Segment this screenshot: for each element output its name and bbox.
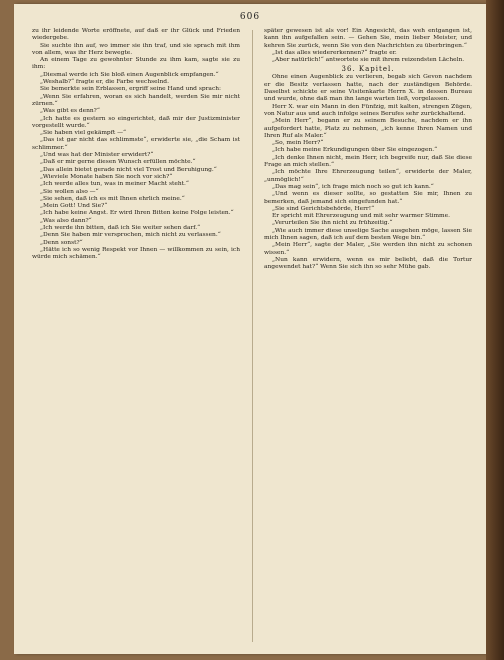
paragraph: „Hätte ich so wenig Respekt vor Ihnen — willkommen zu sein, ich würde mich schämen.“ bbox=[32, 246, 240, 261]
paragraph: Ohne einen Augenblick zu verlieren, begab sich Gevon nachdem er die Besitz verlassen hatte, nach der zuständigen Behörde. Daselbst schickte er seine Visitenkarte Herrn X. in dessen Bureau und wurde, ohne daß man ihn lange warten ließ, vorgelassen. bbox=[264, 74, 472, 103]
paragraph: „Sie wollen also —“ bbox=[40, 188, 99, 195]
book-binding-edge bbox=[486, 0, 504, 660]
column-divider bbox=[252, 30, 253, 642]
paragraph: „Mein Gott! Und Sie?“ bbox=[40, 203, 108, 210]
paragraph: „Was gibt es denn?“ bbox=[40, 108, 100, 115]
paragraph: „Aber natürlich!“ antwortete sie mit ihrem reizendsten Lächeln. bbox=[272, 57, 465, 64]
paragraph: „Mein Herr“, begann er zu seinem Besuche, nachdem er ihn aufgefordert hatte, Platz zu nehmen, „ich kenne Ihren Namen und Ihren Ruf als Maler.“ bbox=[264, 118, 472, 139]
paragraph: Herr X. war ein Mann in den Fünfzig, mit kalten, strengen Zügen, von Natur aus und auch infolge seines Berufes sehr zurückhaltend. bbox=[264, 103, 472, 117]
paragraph: „Verurteilen Sie ihn nicht zu frühzeitig.“ bbox=[272, 220, 393, 227]
paragraph: „Und wenn es dieser sollte, so gestatten Sie mir, Ihnen zu bemerken, daß jemand sich eingefunden hat.“ bbox=[264, 191, 472, 205]
paragraph: „Denn Sie haben mir versprochen, mich nicht zu verlassen.“ bbox=[40, 232, 221, 239]
paragraph: „Was also dann?“ bbox=[40, 217, 92, 224]
page-number: 606 bbox=[239, 12, 261, 22]
paragraph: „Daß er mir gerne diesen Wunsch erfüllen möchte.“ bbox=[40, 159, 196, 166]
paragraph: „Sie sind Gerichtsbehörde, Herr!“ bbox=[272, 205, 375, 212]
paragraph: „Das mag sein“, ich frage mich noch so gut ich kann.“ bbox=[272, 183, 434, 190]
paragraph: Er spricht mit Ehrerzeugung und mit sehr warmer Stimme. bbox=[272, 213, 450, 220]
paragraph: „Wie auch immer diese unselige Sache ausgehen möge, lassen Sie mich Ihnen sagen, daß ich auf dem besten Wege bin.“ bbox=[264, 227, 472, 242]
paragraph: später gewesen ist als vor! Ein Angesicht, das weh entgangen ist, kann ihn aufgefallen sein. — Gehen Sie, mein lieber Meister, und kehren Sie zurück, wenn Sie von den Nachrichten zu überbringen.“ bbox=[264, 28, 472, 49]
paragraph: „Ist das alles wiedererkennen?“ fragte er. bbox=[272, 49, 397, 56]
paragraph: „Mein Herr“, sagte der Maler, „Sie werden ihn nicht zu schonen wissen.“ bbox=[264, 242, 472, 256]
paragraph: „So, mein Herr?“ bbox=[272, 140, 324, 147]
paragraph: „Ich habe keine Angst. Er wird Ihren Bitten keine Folge leisten.“ bbox=[40, 210, 234, 217]
paragraph: „Ich denke Ihnen nicht, mein Herr, ich begreife nur, daß Sie diese Frage an mich stellen.“ bbox=[264, 154, 472, 169]
paragraph: „Ich werde alles tun, was in meiner Macht steht.“ bbox=[40, 181, 189, 188]
paragraph: An einem Tage zu gewohnter Stunde zu ihm kam, sagte sie zu ihm: bbox=[32, 57, 240, 71]
paragraph: Sie bemerkte sein Erblassen, ergriff seine Hand und sprach: bbox=[40, 86, 222, 93]
paragraph: „Und was hat der Minister erwidert?“ bbox=[40, 152, 154, 159]
paragraph: „Weshalb?“ fragte er, die Farbe wechselnd. bbox=[40, 79, 169, 86]
book-page bbox=[14, 4, 486, 654]
paragraph: „Ich habe meine Erkundigungen über Sie eingezogen.“ bbox=[272, 147, 438, 154]
paragraph: „Sie haben viel gekämpft —“ bbox=[40, 130, 127, 137]
paragraph: „Ich werde ihn bitten, daß ich Sie weiter sehen darf.“ bbox=[40, 225, 201, 232]
paragraph: „Nun kann erwidern, wenn es mir beliebt, daß die Tortur angewendet hat?“ Wenn Sie sich ihn so sehr Mühe gab. bbox=[264, 256, 472, 271]
paragraph: „Wenn Sie erfahren, woran es sich handelt, werden Sie mir nicht zürnen.“ bbox=[32, 93, 240, 107]
paragraph: „Das ist gar nicht das schlimmste“, erwiderte sie, „die Scham ist schlimmer.“ bbox=[32, 137, 240, 151]
paragraph: zu ihr leidende Worte eröffnete, auf daß er ihr Glück und Frieden wiedergebe. bbox=[32, 28, 240, 42]
paragraph: Sie suchte ihn auf, wo immer sie ihn traf, und sie sprach mit ihm von allem, was ihr Herz bewegte. bbox=[32, 42, 240, 56]
paragraph: „Sie sehen, daß ich es mit Ihnen ehrlich meine.“ bbox=[40, 195, 185, 202]
left-text-column bbox=[32, 28, 240, 262]
right-text-column bbox=[264, 28, 472, 272]
paragraph: „Das allein bietet gerade nicht viel Trost und Beruhigung.“ bbox=[40, 166, 217, 173]
paragraph: „Ich hatte es gestern so eingerichtet, daß mir der Justizminister vorgestellt wurde.“ bbox=[32, 115, 240, 129]
chapter-heading: 36. Kapitel. bbox=[341, 65, 395, 74]
paragraph: „Diesmal werde ich Sie bloß einen Augenblick empfangen.“ bbox=[40, 71, 219, 78]
paragraph: „Denn sonst?“ bbox=[40, 239, 83, 246]
paragraph: „Wieviele Monate haben Sie noch vor sich?“ bbox=[40, 173, 173, 180]
paragraph: „Ich möchte Ihre Ehrerzeugung teilen“, erwiderte der Maler, „unmöglich!“ bbox=[264, 169, 472, 183]
